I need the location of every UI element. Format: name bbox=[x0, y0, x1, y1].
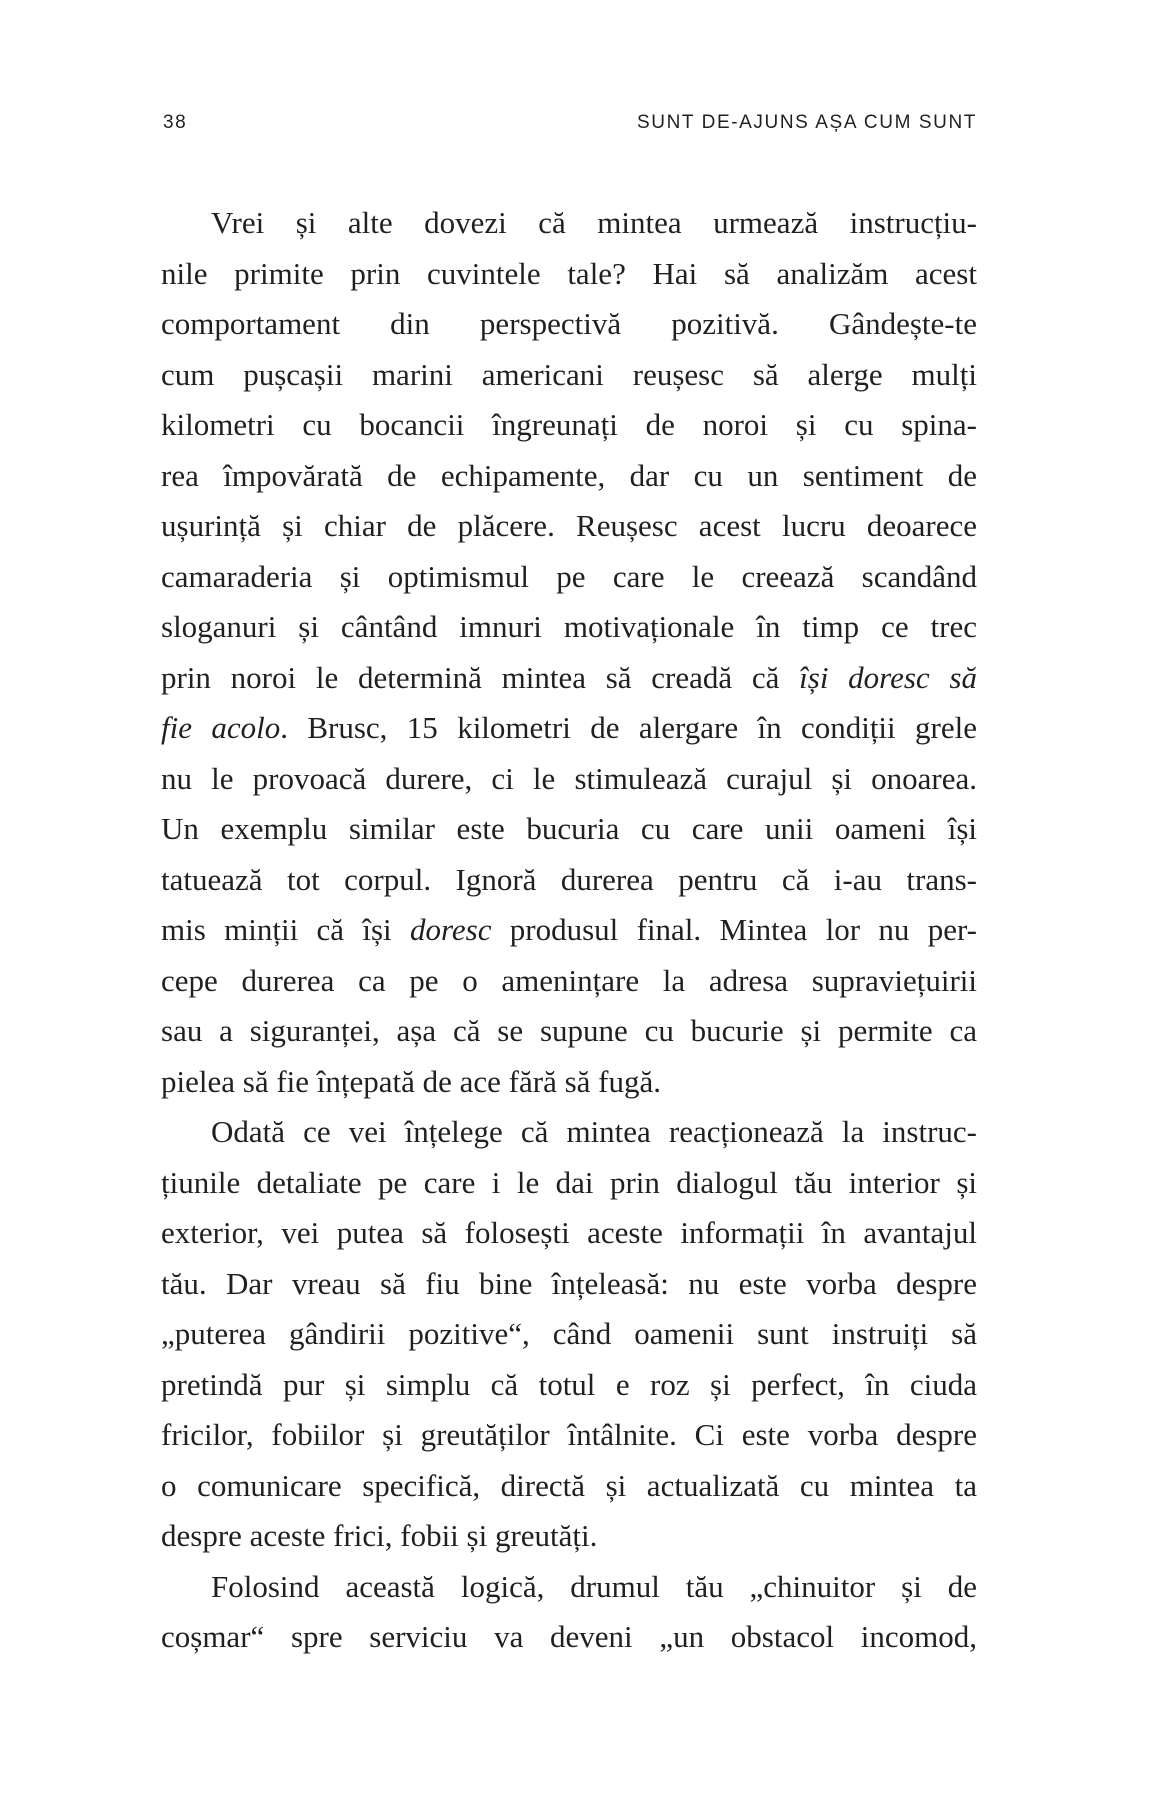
text-line bbox=[161, 1410, 977, 1461]
page-header bbox=[163, 112, 977, 140]
text-line bbox=[161, 602, 977, 653]
text-segment: Un exemplu similar este bucuria cu care unii oameni își bbox=[161, 811, 977, 846]
text-segment: camaraderia și optimismul pe care le creează scandând bbox=[161, 558, 977, 594]
italic-text: își doresc să bbox=[799, 659, 977, 695]
page-number: 38 bbox=[163, 112, 188, 133]
text-line bbox=[161, 1511, 977, 1562]
text-line bbox=[161, 1006, 977, 1057]
text-line bbox=[161, 552, 977, 603]
text-line bbox=[161, 1107, 977, 1158]
text-segment: mis minții că își bbox=[161, 912, 410, 947]
text-segment: nu le provoacă durere, ci le stimulează curajul și onoarea. bbox=[161, 760, 977, 796]
running-title: SUNT DE-AJUNS AȘA CUM SUNT bbox=[636, 112, 977, 133]
text-line bbox=[161, 1562, 977, 1613]
text-segment: sau a siguranței, așa că se supune cu bucurie și permite ca bbox=[161, 1013, 977, 1048]
text-segment: țiunile detaliate pe care i le dai prin dialogul tău interior și bbox=[161, 1164, 977, 1200]
text-line bbox=[161, 956, 977, 1007]
text-segment: pielea să fie înțepată de ace fără să fugă. bbox=[161, 1063, 661, 1099]
text-segment: prin noroi le determină mintea să creadă că bbox=[161, 659, 800, 695]
text-line bbox=[161, 1259, 977, 1310]
text-line bbox=[161, 198, 977, 249]
text-line bbox=[161, 1612, 977, 1663]
text-line bbox=[161, 1158, 977, 1209]
text-segment: „puterea gândirii pozitive“, când oamenii sunt instruiți să bbox=[161, 1316, 977, 1351]
text-segment: rea împovărată de echipamente, dar cu un sentiment de bbox=[161, 457, 977, 493]
italic-text: doresc bbox=[409, 912, 492, 947]
text-segment: fricilor, fobiilor și greutăților întâlnite. Ci este vorba despre bbox=[161, 1417, 977, 1452]
text-segment: . Brusc, 15 kilometri de alergare în condiții grele bbox=[280, 710, 977, 745]
text-line bbox=[161, 350, 977, 401]
text-segment: comportament din perspectivă pozitivă. Gândește-te bbox=[161, 306, 977, 341]
text-line bbox=[161, 451, 977, 502]
text-segment: cepe durerea ca pe o amenințare la adresa supraviețuirii bbox=[161, 962, 977, 998]
text-line bbox=[161, 905, 977, 956]
text-segment: o comunicare specifică, directă și actualizată cu mintea ta bbox=[161, 1467, 977, 1503]
text-line bbox=[161, 754, 977, 805]
text-line bbox=[161, 1208, 977, 1259]
text-segment: Odată ce vei înțelege că mintea reacționează la instruc- bbox=[211, 1114, 977, 1149]
text-segment: kilometri cu bocancii îngreunați de noroi și cu spina- bbox=[161, 407, 977, 442]
text-segment: tău. Dar vreau să fiu bine înțeleasă: nu este vorba despre bbox=[161, 1265, 977, 1301]
text-line bbox=[161, 703, 977, 754]
text-segment: pretindă pur și simplu că totul e roz și perfect, în ciuda bbox=[161, 1366, 977, 1402]
body-text bbox=[161, 198, 977, 1663]
text-segment: sloganuri și cântând imnuri motivaționale în timp ce trec bbox=[161, 609, 977, 644]
italic-text: fie acolo bbox=[161, 710, 281, 745]
text-line bbox=[161, 299, 977, 350]
text-segment: produsul final. Mintea lor nu per- bbox=[491, 912, 977, 947]
text-line bbox=[161, 653, 977, 704]
text-segment: coșmar“ spre serviciu va deveni „un obstacol incomod, bbox=[161, 1619, 977, 1654]
text-line bbox=[161, 249, 977, 300]
text-segment: tatuează tot corpul. Ignoră durerea pentru că i-au trans- bbox=[161, 861, 977, 897]
paragraph bbox=[161, 1107, 977, 1562]
text-line bbox=[161, 1461, 977, 1512]
paragraph bbox=[161, 1562, 977, 1663]
text-segment: Vrei și alte dovezi că mintea urmează instrucțiu- bbox=[211, 205, 977, 240]
text-line bbox=[161, 1309, 977, 1360]
text-segment: despre aceste frici, fobii și greutăți. bbox=[161, 1518, 598, 1553]
text-segment: Folosind această logică, drumul tău „chinuitor și de bbox=[211, 1568, 977, 1604]
text-line bbox=[161, 1360, 977, 1411]
text-line bbox=[161, 1057, 977, 1108]
text-segment: cum pușcașii marini americani reușesc să alerge mulți bbox=[161, 356, 977, 392]
text-segment: exterior, vei putea să folosești aceste informații în avantajul bbox=[161, 1215, 977, 1250]
text-segment: ușurință și chiar de plăcere. Reușesc acest lucru deoarece bbox=[161, 508, 977, 543]
text-line bbox=[161, 501, 977, 552]
text-line bbox=[161, 400, 977, 451]
paragraph bbox=[161, 198, 977, 1107]
text-line bbox=[161, 855, 977, 906]
text-segment: nile primite prin cuvintele tale? Hai să analizăm acest bbox=[161, 255, 977, 291]
text-line bbox=[161, 804, 977, 855]
